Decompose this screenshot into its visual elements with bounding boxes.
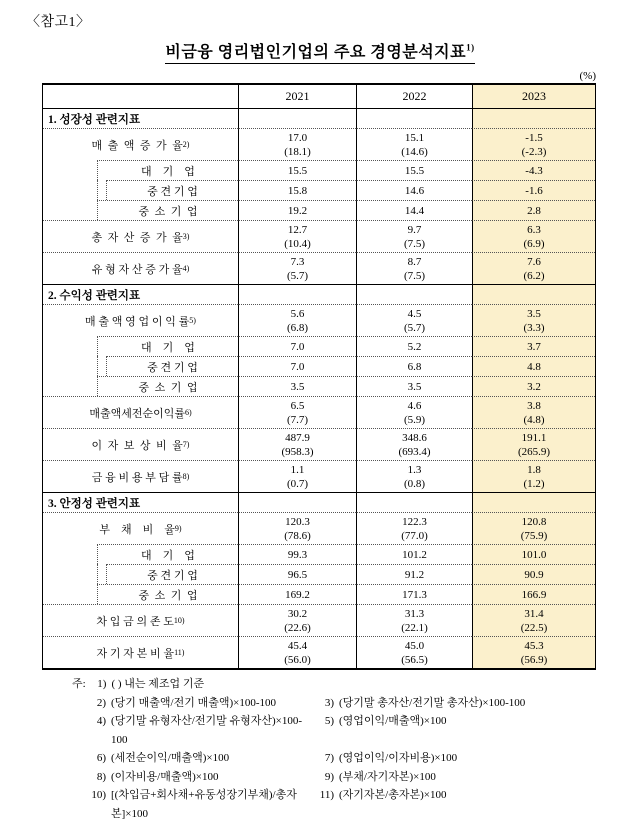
- row-label-cell: [43, 108, 238, 128]
- value: 120.3: [285, 515, 310, 529]
- value-cell-2023: [472, 564, 595, 584]
- value-cell-2021: [238, 160, 356, 180]
- value-cell-2021: [238, 284, 356, 304]
- value-manufacturing: (5.7): [287, 269, 308, 283]
- value: -1.5: [525, 131, 542, 145]
- value: 6.5: [291, 399, 305, 413]
- row-label-cell: [43, 356, 238, 376]
- value-cell-2022: [356, 356, 472, 376]
- footnote-row: [72, 786, 640, 823]
- table-row: [43, 304, 595, 336]
- value-cell-2023: [472, 180, 595, 200]
- indicator-label: 이 자 보 상 비 율: [92, 437, 183, 453]
- value-manufacturing: (75.9): [521, 529, 548, 543]
- value-cell-2022: [356, 544, 472, 564]
- footnote-item: [72, 712, 310, 749]
- footnote-item: [72, 786, 310, 823]
- sub-indent-box-inner: [106, 180, 238, 200]
- value-cell-2023: [472, 160, 595, 180]
- sub-indicator-label: 중 소 기 업: [138, 203, 197, 219]
- table-row: [43, 180, 595, 200]
- row-label-cell: [43, 200, 238, 220]
- value-cell-2022: [356, 376, 472, 396]
- table-row: [43, 356, 595, 376]
- table-row: [43, 564, 595, 584]
- value-manufacturing: (7.5): [404, 237, 425, 251]
- value-cell-2023: [472, 220, 595, 252]
- value-cell-2022: [356, 200, 472, 220]
- value-manufacturing: (6.2): [523, 269, 544, 283]
- value: 3.2: [527, 380, 541, 394]
- title-wrap: [0, 0, 640, 64]
- value-cell-2023: [472, 584, 595, 604]
- value-manufacturing: (958.3): [281, 445, 313, 459]
- section-row: [43, 284, 595, 304]
- value-cell-2022: [356, 564, 472, 584]
- footnote-item: [72, 768, 310, 787]
- value-cell-2022: [356, 584, 472, 604]
- footnote-row: [72, 749, 640, 768]
- value: 3.5: [527, 307, 541, 321]
- value: 166.9: [522, 588, 547, 602]
- value: 45.3: [524, 639, 543, 653]
- value: 31.4: [524, 607, 543, 621]
- value: 3.8: [527, 399, 541, 413]
- value: 4.5: [408, 307, 422, 321]
- sub-indicator-label: 대 기 업: [141, 547, 195, 563]
- value-manufacturing: (14.6): [401, 145, 428, 159]
- value: 19.2: [288, 204, 307, 218]
- footnote-number: 6): [82, 749, 106, 768]
- value-cell-2021: [238, 636, 356, 668]
- footnote-row: [72, 768, 640, 787]
- value: 122.3: [402, 515, 427, 529]
- value-manufacturing: (693.4): [398, 445, 430, 459]
- value-cell-2021: [238, 180, 356, 200]
- value-manufacturing: (1.2): [523, 477, 544, 491]
- footnote-text: ( ) 내는 제조업 기준: [111, 675, 204, 694]
- value-manufacturing: (-2.3): [522, 145, 547, 159]
- value: -4.3: [525, 164, 542, 178]
- value: 120.8: [522, 515, 547, 529]
- value: 7.6: [527, 255, 541, 269]
- footnote-item: [72, 694, 310, 713]
- value-manufacturing: (3.3): [523, 321, 544, 335]
- value-cell-2022: [356, 284, 472, 304]
- footnote-row: [72, 694, 640, 713]
- footnote-number: 9): [310, 768, 334, 787]
- value-cell-2022: [356, 220, 472, 252]
- value-cell-2021: [238, 512, 356, 544]
- sub-indent-box: [97, 200, 238, 220]
- value-manufacturing: (5.7): [404, 321, 425, 335]
- value-cell-2022: [356, 512, 472, 544]
- value: 91.2: [405, 568, 424, 582]
- value-cell-2023: [472, 200, 595, 220]
- value-cell-2022: [356, 460, 472, 492]
- value-manufacturing: (0.7): [287, 477, 308, 491]
- value: 2.8: [527, 204, 541, 218]
- footnote-number: 2): [82, 694, 106, 713]
- footnote-text: (당기말 총자산/전기말 총자산)×100-100: [339, 694, 525, 713]
- value-cell-2021: [238, 544, 356, 564]
- value: 15.5: [288, 164, 307, 178]
- value: 3.5: [408, 380, 422, 394]
- footnote-list: [72, 694, 640, 823]
- table-row: [43, 604, 595, 636]
- footnote-line-1: [72, 675, 640, 694]
- sub-indent-box: [97, 160, 238, 180]
- value: 1.1: [291, 463, 305, 477]
- value: 1.8: [527, 463, 541, 477]
- row-label-cell: [43, 160, 238, 180]
- sub-indicator-label: 중 견 기 업: [147, 183, 198, 199]
- footnote-text: (자기자본/총자본)×100: [339, 786, 446, 823]
- value-manufacturing: (4.8): [523, 413, 544, 427]
- value-cell-2023: [472, 544, 595, 564]
- footnote-item: [310, 768, 640, 787]
- value-cell-2021: [238, 304, 356, 336]
- value-cell-2023: [472, 284, 595, 304]
- row-label-cell: [43, 180, 238, 200]
- row-label-cell: [43, 584, 238, 604]
- sub-indent-box: [97, 180, 238, 200]
- row-label-cell: [43, 376, 238, 396]
- value-cell-2023: [472, 376, 595, 396]
- row-label-cell: [43, 564, 238, 584]
- sub-indent-box: [97, 356, 238, 376]
- footnote-text: (당기 매출액/전기 매출액)×100-100: [111, 694, 276, 713]
- section-title: 3. 안정성 관련지표: [43, 493, 238, 512]
- value-manufacturing: (22.6): [284, 621, 311, 635]
- value-cell-2022: [356, 180, 472, 200]
- value: 9.7: [408, 223, 422, 237]
- value-cell-2021: [238, 356, 356, 376]
- value-cell-2023: [472, 108, 595, 128]
- value: 3.7: [527, 340, 541, 354]
- indicator-label: 차 입 금 의 존 도: [96, 613, 174, 629]
- value-cell-2023: [472, 252, 595, 284]
- value-cell-2021: [238, 336, 356, 356]
- value-manufacturing: (7.7): [287, 413, 308, 427]
- footnote-item: [310, 712, 640, 749]
- value-cell-2021: [238, 396, 356, 428]
- sub-indent-box-inner: [106, 564, 238, 584]
- value-cell-2023: [472, 492, 595, 512]
- footnote-text: (이자비용/매출액)×100: [111, 768, 218, 787]
- table-row: [43, 396, 595, 428]
- value: 15.8: [288, 184, 307, 198]
- value-manufacturing: (56.5): [401, 653, 428, 667]
- footnote-item: [310, 694, 640, 713]
- row-label-cell: 차 입 금 의 존 도 10): [43, 604, 238, 636]
- value: 15.5: [405, 164, 424, 178]
- header-empty-cell: [43, 85, 238, 108]
- value-cell-2022: [356, 108, 472, 128]
- footnote-number: 1): [88, 675, 106, 694]
- table-row: [43, 544, 595, 564]
- table-body: [43, 108, 595, 668]
- row-label-cell: 금 융 비 용 부 담 률 8): [43, 460, 238, 492]
- value-cell-2023: [472, 636, 595, 668]
- footnote-number: 8): [82, 768, 106, 787]
- value: -1.6: [525, 184, 542, 198]
- footnote-text: (당기말 유형자산/전기말 유형자산)×100-100: [111, 712, 310, 749]
- section-title: 2. 수익성 관련지표: [43, 285, 238, 304]
- indicator-label: 총 자 산 증 가 율: [92, 229, 183, 245]
- sub-indicator-label: 중 견 기 업: [147, 359, 198, 375]
- row-label-cell: [43, 336, 238, 356]
- table-row: [43, 336, 595, 356]
- value-cell-2022: [356, 128, 472, 160]
- value-cell-2021: [238, 604, 356, 636]
- value-manufacturing: (265.9): [518, 445, 550, 459]
- indicator-label: 매출액세전순이익률: [89, 405, 185, 421]
- section-row: [43, 492, 595, 512]
- row-label-cell: 총 자 산 증 가 율 3): [43, 220, 238, 252]
- row-label-cell: 매 출 액 증 가 율 2): [43, 128, 238, 160]
- indicator-label: 매 출 액 영 업 이 익 률: [85, 313, 189, 329]
- sub-indent-box: [97, 544, 238, 564]
- value: 15.1: [405, 131, 424, 145]
- footnote-number: 3): [310, 694, 334, 713]
- value-cell-2023: [472, 460, 595, 492]
- value: 101.2: [402, 548, 427, 562]
- value-cell-2022: [356, 604, 472, 636]
- footnote-number: 11): [310, 786, 334, 823]
- sub-indent-box: [97, 584, 238, 604]
- value-manufacturing: (5.9): [404, 413, 425, 427]
- value: 191.1: [522, 431, 547, 445]
- value-manufacturing: (56.0): [284, 653, 311, 667]
- value-cell-2021: [238, 108, 356, 128]
- section-row: [43, 108, 595, 128]
- footnote-text: (세전순이익/매출액)×100: [111, 749, 229, 768]
- value-cell-2023: [472, 128, 595, 160]
- value-cell-2023: [472, 604, 595, 636]
- value: 96.5: [288, 568, 307, 582]
- value: 14.4: [405, 204, 424, 218]
- value-manufacturing: (22.1): [401, 621, 428, 635]
- value: 348.6: [402, 431, 427, 445]
- page-title-footnote-marker: 1): [466, 43, 475, 53]
- header-year-2022: 2022: [356, 85, 472, 108]
- table-row: [43, 128, 595, 160]
- page-title-text: 비금융 영리법인기업의 주요 경영분석지표: [165, 44, 466, 61]
- value: 45.0: [405, 639, 424, 653]
- table-row: [43, 252, 595, 284]
- page-title: [165, 39, 474, 64]
- value-cell-2022: [356, 336, 472, 356]
- footnote-text: (부채/자기자본)×100: [339, 768, 436, 787]
- value-cell-2023: [472, 304, 595, 336]
- footnote-number: 4): [82, 712, 106, 749]
- row-label-cell: [43, 492, 238, 512]
- value: 101.0: [522, 548, 547, 562]
- value-cell-2021: [238, 200, 356, 220]
- value-manufacturing: (6.9): [523, 237, 544, 251]
- footnote-number: 7): [310, 749, 334, 768]
- footnote-item: [72, 749, 310, 768]
- value-manufacturing: (10.4): [284, 237, 311, 251]
- row-label-cell: 부 채 비 율 9): [43, 512, 238, 544]
- table-row: [43, 512, 595, 544]
- value: 6.3: [527, 223, 541, 237]
- value-cell-2023: [472, 428, 595, 460]
- value: 31.3: [405, 607, 424, 621]
- value-cell-2022: [356, 636, 472, 668]
- sub-indent-box: [97, 376, 238, 396]
- table-row: [43, 376, 595, 396]
- section-title: 1. 성장성 관련지표: [43, 109, 238, 128]
- value: 5.2: [408, 340, 422, 354]
- value: 4.8: [527, 360, 541, 374]
- value: 45.4: [288, 639, 307, 653]
- value: 487.9: [285, 431, 310, 445]
- table-row: [43, 200, 595, 220]
- value-manufacturing: (6.8): [287, 321, 308, 335]
- financial-indicators-table: [42, 83, 596, 670]
- header-year-2023: 2023: [472, 85, 595, 108]
- value-cell-2021: [238, 128, 356, 160]
- value: 14.6: [405, 184, 424, 198]
- value-cell-2022: [356, 304, 472, 336]
- value: 1.3: [408, 463, 422, 477]
- footnote-item: [310, 786, 640, 823]
- indicator-label: 매 출 액 증 가 율: [92, 137, 183, 153]
- value-manufacturing: (7.5): [404, 269, 425, 283]
- header-year-2021: 2021: [238, 85, 356, 108]
- value: 30.2: [288, 607, 307, 621]
- sub-indicator-label: 중 견 기 업: [147, 567, 198, 583]
- value-cell-2022: [356, 252, 472, 284]
- value-manufacturing: (22.5): [521, 621, 548, 635]
- row-label-cell: [43, 284, 238, 304]
- sub-indicator-label: 중 소 기 업: [138, 379, 197, 395]
- footnote-item: [310, 749, 640, 768]
- value: 6.8: [408, 360, 422, 374]
- table-row: [43, 220, 595, 252]
- value-cell-2023: [472, 356, 595, 376]
- value: 4.6: [408, 399, 422, 413]
- footnote-text: (영업이익/매출액)×100: [339, 712, 446, 749]
- sub-indent-box: [97, 336, 238, 356]
- value-cell-2021: [238, 376, 356, 396]
- value: 171.3: [402, 588, 427, 602]
- unit-label: (%): [42, 70, 596, 82]
- footnote-text: (영업이익/이자비용)×100: [339, 749, 457, 768]
- value-manufacturing: (18.1): [284, 145, 311, 159]
- value-cell-2021: [238, 220, 356, 252]
- value: 17.0: [288, 131, 307, 145]
- value-cell-2022: [356, 160, 472, 180]
- indicator-label: 자 기 자 본 비 율: [97, 645, 175, 661]
- table-row: [43, 428, 595, 460]
- value: 8.7: [408, 255, 422, 269]
- row-label-cell: [43, 544, 238, 564]
- row-label-cell: 매 출 액 영 업 이 익 률 5): [43, 304, 238, 336]
- indicator-label: 유 형 자 산 증 가 율: [92, 261, 183, 277]
- value-cell-2022: [356, 492, 472, 512]
- sub-indicator-label: 대 기 업: [141, 163, 195, 179]
- value-cell-2021: [238, 252, 356, 284]
- value-cell-2021: [238, 460, 356, 492]
- value: 12.7: [288, 223, 307, 237]
- reference-label: 〈참고1〉: [26, 11, 91, 31]
- row-label-cell: 자 기 자 본 비 율 11): [43, 636, 238, 668]
- footnote-row: [72, 712, 640, 749]
- value-manufacturing: (78.6): [284, 529, 311, 543]
- footnote-number: 5): [310, 712, 334, 749]
- value: 5.6: [291, 307, 305, 321]
- value-cell-2022: [356, 428, 472, 460]
- table-row: [43, 636, 595, 668]
- value-cell-2021: [238, 492, 356, 512]
- footnotes: [72, 675, 640, 823]
- sub-indicator-label: 대 기 업: [141, 339, 195, 355]
- footnote-text: [(차입금+회사채+유동성장기부채)/총자본]×100: [111, 786, 310, 823]
- value-cell-2021: [238, 428, 356, 460]
- table-row: [43, 160, 595, 180]
- table-header-row: [43, 85, 595, 108]
- value-manufacturing: (0.8): [404, 477, 425, 491]
- sub-indicator-label: 중 소 기 업: [138, 587, 197, 603]
- value-cell-2021: [238, 564, 356, 584]
- indicator-label: 부 채 비 율: [99, 521, 175, 537]
- value: 7.0: [291, 340, 305, 354]
- value-manufacturing: (56.9): [521, 653, 548, 667]
- sub-indent-box: [97, 564, 238, 584]
- row-label-cell: 유 형 자 산 증 가 율 4): [43, 252, 238, 284]
- footnote-prefix: 주:: [72, 675, 86, 694]
- value: 90.9: [524, 568, 543, 582]
- value: 3.5: [291, 380, 305, 394]
- value: 7.3: [291, 255, 305, 269]
- row-label-cell: 이 자 보 상 비 율 7): [43, 428, 238, 460]
- value-cell-2023: [472, 512, 595, 544]
- table-area: [42, 70, 596, 823]
- value: 99.3: [288, 548, 307, 562]
- table-row: [43, 460, 595, 492]
- value-cell-2021: [238, 584, 356, 604]
- value: 7.0: [291, 360, 305, 374]
- sub-indent-box-inner: [106, 356, 238, 376]
- value-cell-2023: [472, 396, 595, 428]
- value-cell-2022: [356, 396, 472, 428]
- value: 169.2: [285, 588, 310, 602]
- value-manufacturing: (77.0): [401, 529, 428, 543]
- table-row: [43, 584, 595, 604]
- value-cell-2023: [472, 336, 595, 356]
- footnote-number: 10): [82, 786, 106, 823]
- row-label-cell: 매출액세전순이익률 6): [43, 396, 238, 428]
- indicator-label: 금 융 비 용 부 담 률: [92, 469, 183, 485]
